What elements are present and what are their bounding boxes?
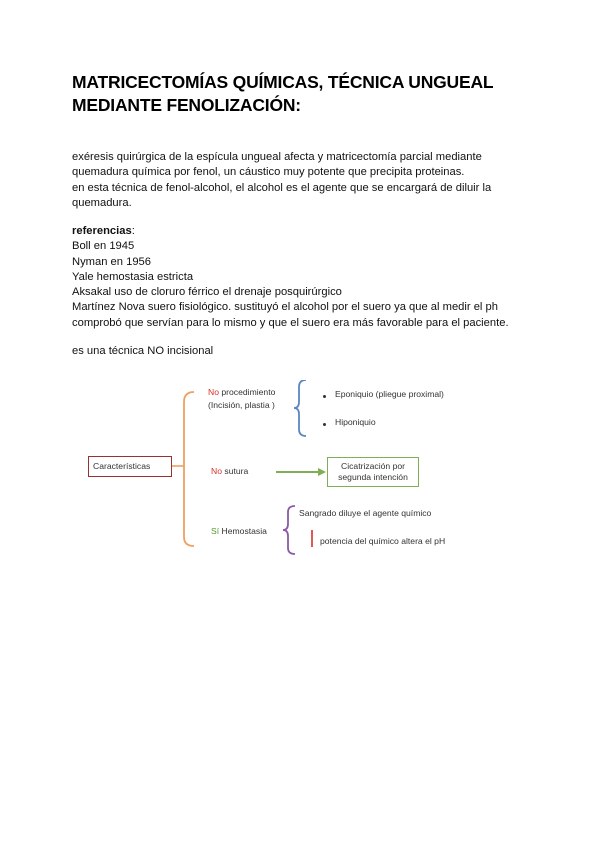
branch1-prefix: No — [208, 387, 219, 397]
branch3-title — [211, 526, 267, 537]
branch3-label: Hemostasia — [221, 526, 267, 536]
intro-line-1: exéresis quirúrgica de la espícula ungueal afecta y matricectomía parcial mediante — [72, 151, 482, 163]
reference-item: Nyman en 1956 — [72, 255, 151, 268]
branch1-title — [208, 387, 275, 398]
branch2-prefix: No — [211, 466, 222, 476]
branch2-title — [211, 466, 248, 477]
branch3-item-2: potencia del químico altera el pH — [320, 536, 446, 546]
reference-item: Boll en 1945 — [72, 240, 135, 253]
cicatrizacion-box — [327, 457, 419, 487]
branch1-item-1: Eponiquio (pliegue proximal) — [335, 389, 444, 399]
intro-line-3: en esta técnica de fenol-alcohol, el alcohol es el agente que se encargará de diluir la — [72, 181, 492, 194]
reference-item: Aksakal uso de cloruro férrico el drenaje posquirúrgico — [72, 286, 342, 299]
cicatrizacion-line-1: Cicatrización por — [341, 461, 405, 471]
main-bracket — [184, 392, 194, 546]
branch1-item-2: Hiponiquio — [335, 417, 376, 427]
branch1-sub: (Incisión, plastia ) — [208, 400, 275, 410]
page-title: MATRICECTOMÍAS QUÍMICAS, TÉCNICA UNGUEAL MEDIANTE FENOLIZACIÓN: — [72, 72, 494, 115]
bullet-icon — [323, 395, 326, 398]
branch2-label: sutura — [224, 466, 249, 476]
branch3-item-1: Sangrado diluye el agente químico — [299, 508, 432, 518]
cicatrizacion-line-2: segunda intención — [338, 472, 408, 482]
references-heading-text: referencias — [72, 225, 132, 237]
incisional-note: es una técnica NO incisional — [72, 345, 214, 357]
hemostasia-bracket — [283, 506, 295, 554]
procedure-bracket — [294, 380, 306, 436]
intro-line-4: quemadura. — [72, 196, 132, 209]
bullet-icon — [323, 423, 326, 426]
references-heading-colon: : — [131, 225, 135, 237]
sutura-arrow-head — [318, 468, 326, 476]
references-section — [72, 224, 542, 331]
references-heading — [72, 224, 542, 239]
branch3-prefix: Sí — [211, 526, 220, 536]
reference-item: Yale hemostasia estricta — [72, 270, 194, 283]
reference-item: comprobó que servían para lo mismo y que el suero era más favorable para el paciente. — [72, 316, 509, 329]
reference-item: Martínez Nova suero fisiológico. sustituyó el alcohol por el suero ya que al medir el ph — [72, 301, 498, 314]
characteristics-diagram — [80, 380, 480, 555]
branch1-label: procedimiento — [221, 387, 276, 397]
intro-line-2: quemadura química por fenol, un cáustico muy potente que precipita proteinas. — [72, 166, 465, 179]
characteristics-box: Características — [88, 456, 172, 477]
intro-paragraph — [72, 150, 542, 211]
